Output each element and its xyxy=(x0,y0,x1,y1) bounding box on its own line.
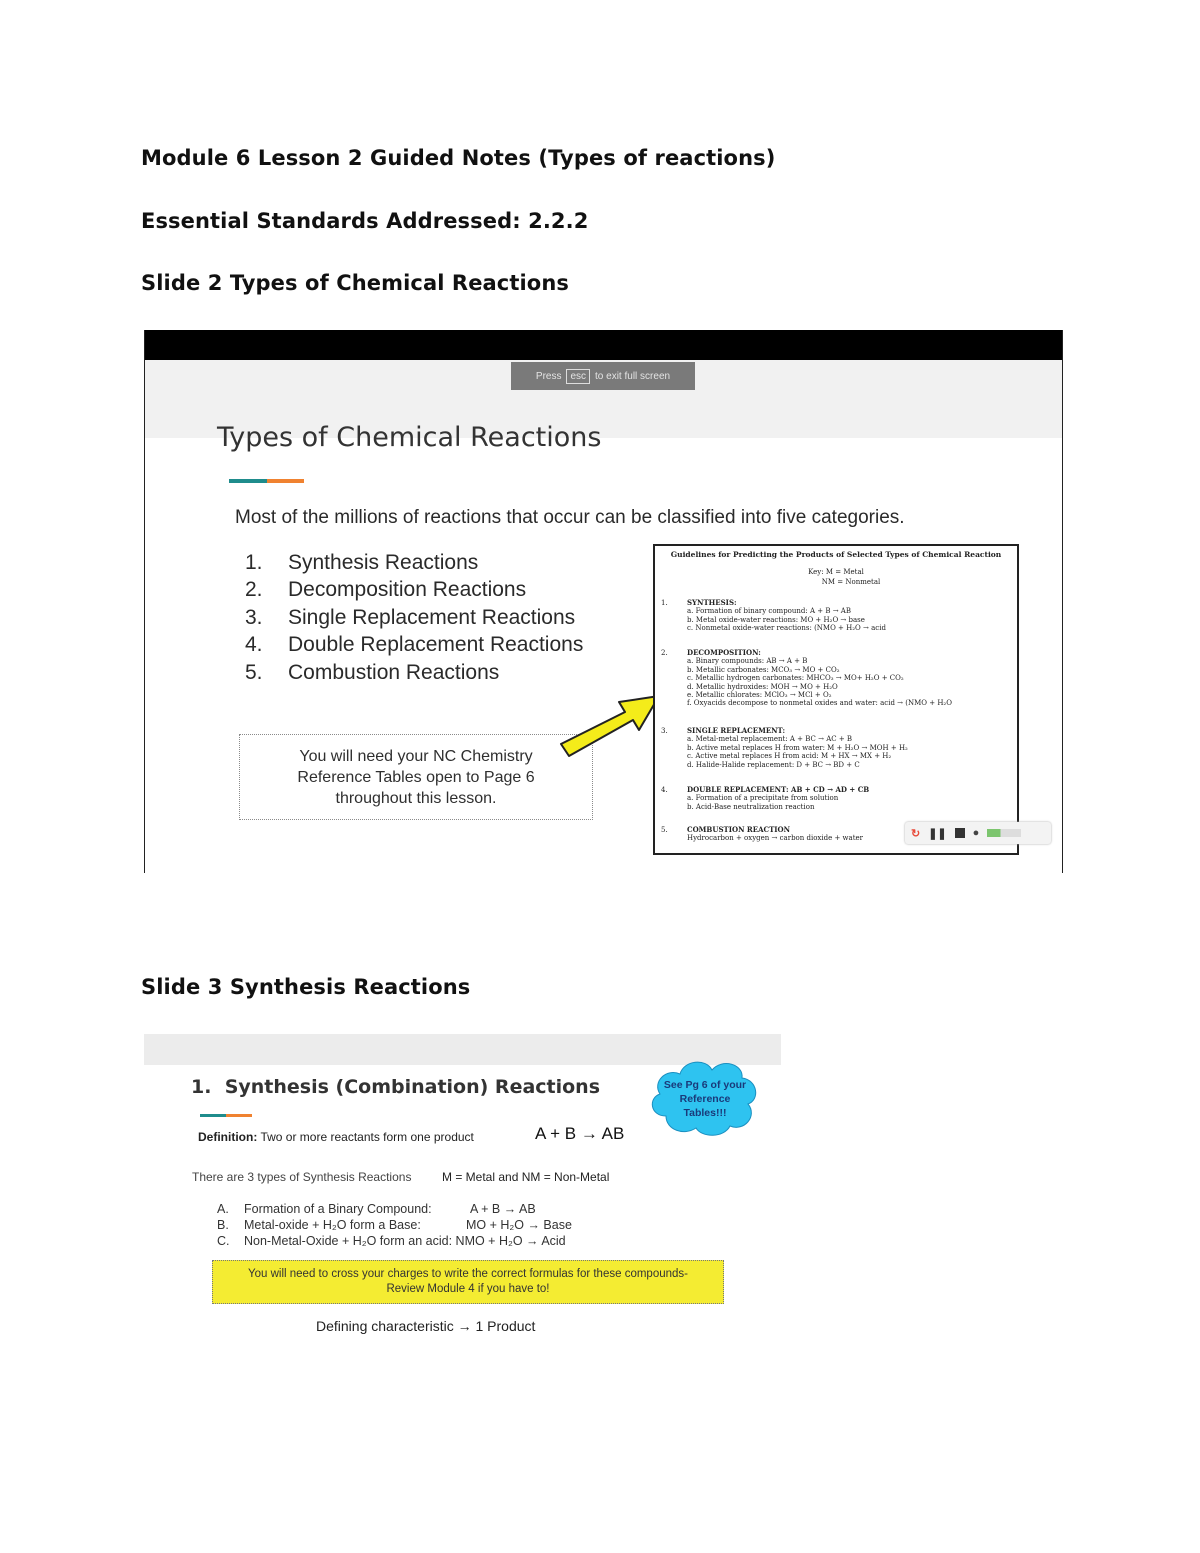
cloud-callout-text: See Pg 6 of your Reference Tables!!! xyxy=(663,1079,747,1119)
definition: Definition: Two or more reactants form one product xyxy=(198,1130,474,1144)
slide3-title: 1. Synthesis (Combination) Reactions xyxy=(191,1076,601,1098)
list-item: 2. Decomposition Reactions xyxy=(245,578,527,602)
list-item: 4. Double Replacement Reactions xyxy=(245,633,584,657)
list-item: 3. Single Replacement Reactions xyxy=(245,605,576,629)
table-section-decomposition: 2. DECOMPOSITION: a. Binary compounds: AB → A + B b. Metallic carbonates: MCO₃ → MO + CO₂ c. Metallic hydrogen carbonates: MHCO₃ → MO+ H₂O + CO₂ d. Metallic hydroxides: MOH → MO + H₂O e. Metallic chlorates: MClO₃ → MCl + O₂ f. Oxyacids decompose to nonmetal oxides and water: acid → (NMO + H₂O xyxy=(661,648,952,708)
recording-toolbar[interactable] xyxy=(905,822,1051,844)
reference-tables-note: You will need your NC Chemistry Reference Tables open to Page 6 throughout this lesson. xyxy=(239,734,593,820)
stop-icon[interactable] xyxy=(955,828,965,838)
exit-fullscreen-banner[interactable] xyxy=(511,362,695,390)
screencast-logo-icon: ↻ xyxy=(911,827,921,840)
audio-level-icon xyxy=(987,829,1021,837)
table-section-single-replacement: 3. SINGLE REPLACEMENT: a. Metal-metal replacement: A + BC → AC + B b. Active metal replaces H from water: M + H₂O → MOH + H₂ c. Active metal replaces H from acid: M + HX → MX + H₂ d. Halide-Halide replacement: D + BC → BD + C xyxy=(661,726,908,769)
slide3-heading: Slide 3 Synthesis Reactions xyxy=(141,975,471,999)
synthesis-type-row: C. Non-Metal-Oxide + H₂O form an acid: NMO + H₂O → Acid xyxy=(217,1234,566,1248)
microphone-icon[interactable]: ● xyxy=(972,827,980,839)
slide2-heading: Slide 2 Types of Chemical Reactions xyxy=(141,271,569,295)
slide2-top-bar xyxy=(145,330,1062,360)
table-section-double-replacement: 4. DOUBLE REPLACEMENT: AB + CD → AD + CB a. Formation of a precipitate from solution b. Acid-Base neutralization reaction xyxy=(661,785,870,811)
slide2-title: Types of Chemical Reactions xyxy=(217,422,602,453)
title-underline-orange xyxy=(267,479,304,483)
synthesis-type-row: B. Metal-oxide + H₂O form a Base: MO + H₂O → Base xyxy=(217,1218,572,1232)
table-section-synthesis: 1. SYNTHESIS: a. Formation of binary compound: A + B → AB b. Metal oxide-water reactions: MO + H₂O → base c. Nonmetal oxide-water reactions: (NMO + H₂O → acid xyxy=(661,598,886,633)
cross-charges-note: You will need to cross your charges to write the correct formulas for these compounds- Review Module 4 if you have to! xyxy=(212,1260,724,1304)
yellow-arrow-icon xyxy=(555,686,665,766)
slide3-screenshot xyxy=(144,1034,781,1344)
standards-heading: Essential Standards Addressed: 2.2.2 xyxy=(141,209,589,233)
list-item: 1. Synthesis Reactions xyxy=(245,550,479,574)
title-underline-orange xyxy=(226,1114,252,1117)
esc-banner-press: Press xyxy=(535,370,562,382)
page-title: Module 6 Lesson 2 Guided Notes (Types of reactions) xyxy=(141,146,776,170)
slide2-intro: Most of the millions of reactions that occur can be classified into five categories. xyxy=(235,507,905,528)
list-item: 5. Combustion Reactions xyxy=(245,660,500,684)
slide2-screenshot xyxy=(144,330,1063,873)
esc-banner-rest: to exit full screen xyxy=(595,370,671,382)
reference-table-title: Guidelines for Predicting the Products of Selected Types of Chemical Reaction xyxy=(670,550,1002,559)
defining-characteristic: Defining characteristic → 1 Product xyxy=(316,1318,536,1334)
types-intro: There are 3 types of Synthesis Reactions xyxy=(192,1170,412,1184)
title-underline-teal xyxy=(200,1114,226,1117)
synthesis-formula: A + B → AB xyxy=(535,1124,625,1143)
table-section-combustion: 5. COMBUSTION REACTION Hydrocarbon + oxygen → carbon dioxide + water xyxy=(661,825,864,843)
esc-key: esc xyxy=(566,369,590,384)
reference-table-key: Key: M = Metal NM = Nonmetal xyxy=(808,568,881,586)
pause-icon[interactable]: ❚❚ xyxy=(928,827,947,840)
title-underline-teal xyxy=(229,479,267,483)
metal-nonmetal-key: M = Metal and NM = Non-Metal xyxy=(442,1170,610,1184)
synthesis-type-row: A. Formation of a Binary Compound: A + B → AB xyxy=(217,1202,536,1216)
reaction-types-list xyxy=(245,549,583,687)
reference-table-image xyxy=(653,544,1019,855)
